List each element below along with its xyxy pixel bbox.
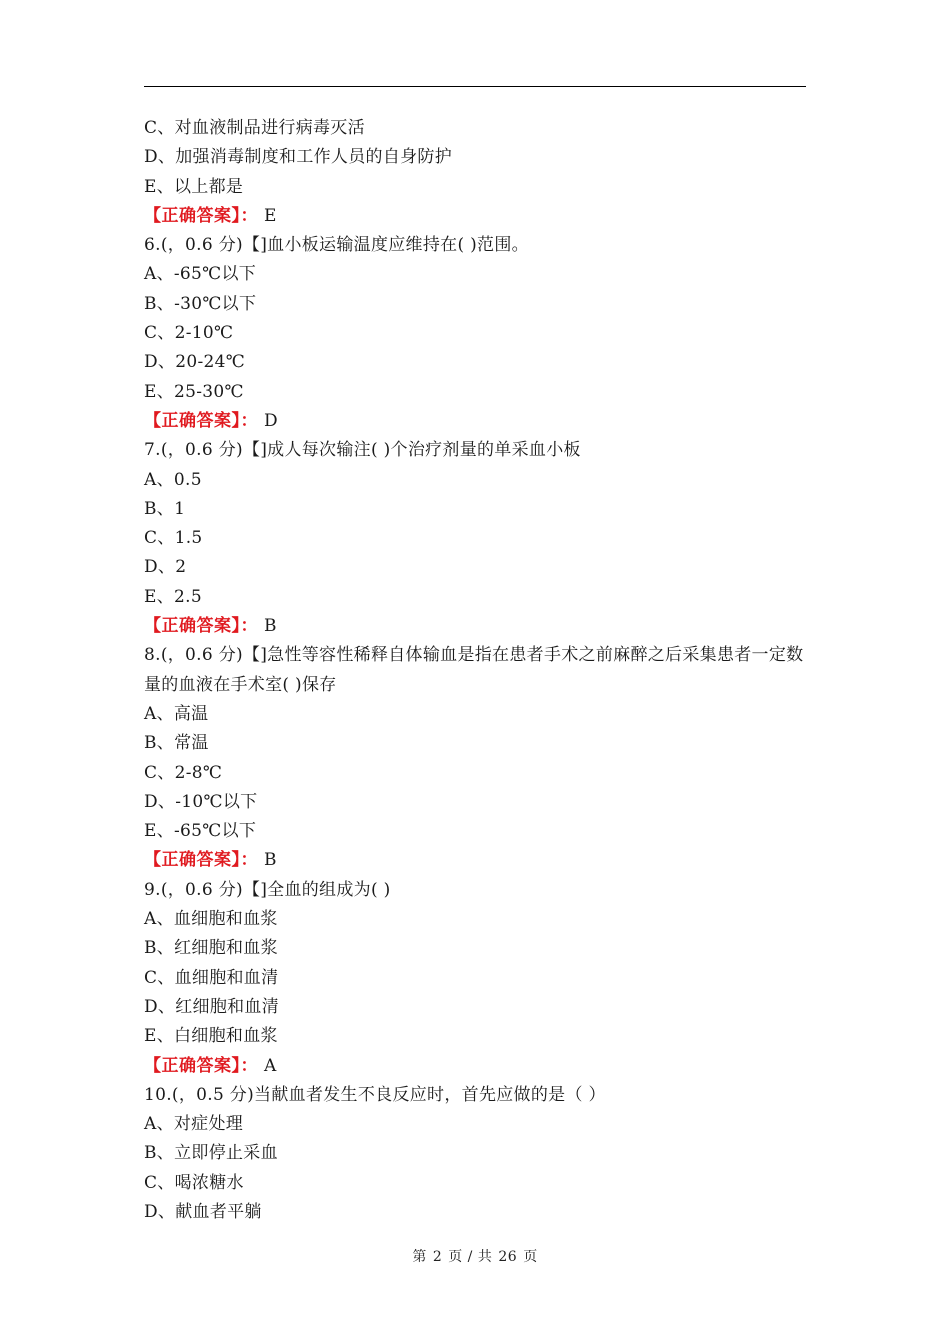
q9-option-b: B、红细胞和血浆 [144,938,278,959]
q9-option-d: D、红细胞和血清 [144,996,280,1017]
q6-stem: 6.(，0.6 分)【]血小板运输温度应维持在( )范围。 [144,235,529,256]
q7-option-d: D、2 [144,557,187,578]
answer-value: B [264,616,277,637]
q8-answer [144,846,806,875]
q9-option-c: C、血细胞和血清 [144,967,279,988]
q6-option-a: A、-65℃以下 [144,264,257,285]
footer-middle: 页 / 共 [448,1249,493,1265]
header-rule [144,86,806,87]
answer-value: B [264,850,277,871]
q7-answer [144,612,806,641]
q6-option-e: E、25-30℃ [144,381,244,402]
q8-option-c: C、2-8℃ [144,762,223,783]
q9-option-e: E、白细胞和血浆 [144,1026,278,1047]
q9-stem: 9.(，0.6 分)【]全血的组成为( ) [144,879,391,900]
q8-option-b: B、常温 [144,733,209,754]
answer-value: A [264,1055,277,1076]
footer-prefix: 第 [412,1249,427,1265]
q7-option-e: E、2.5 [144,586,202,607]
footer-suffix: 页 [523,1249,538,1265]
answer-value: E [264,205,277,226]
q6-answer [144,407,806,436]
q8-stem: 8.(，0.6 分)【]急性等容性稀释自体输血是指在患者手术之前麻醉之后采集患者一定数量的血液在手术室( )保存 [144,645,804,695]
q7-option-b: B、1 [144,498,186,519]
q5-option-d: D、加强消毒制度和工作人员的自身防护 [144,147,453,168]
q9-option-a: A、血细胞和血浆 [144,909,278,930]
q5-option-c: C、对血液制品进行病毒灭活 [144,118,365,138]
q10-option-c: C、喝浓糖水 [144,1172,244,1193]
q8-option-a: A、高温 [144,703,209,724]
answer-label: 【正确答案】： [144,616,258,637]
answer-label: 【正确答案】： [144,205,258,226]
q7-stem: 7.(，0.6 分)【]成人每次输注( )个治疗剂量的单采血小板 [144,440,581,461]
footer-total-pages: 26 [498,1249,518,1265]
q6-option-b: B、-30℃以下 [144,293,257,314]
page-footer [0,1246,950,1266]
q10-option-b: B、立即停止采血 [144,1143,278,1164]
answer-label: 【正确答案】： [144,850,258,871]
answer-label: 【正确答案】： [144,410,258,431]
q10-stem: 10.(，0.5 分)当献血者发生不良反应时，首先应做的是（ ） [144,1084,606,1105]
q5-answer [144,202,806,231]
q8-option-e: E、-65℃以下 [144,821,257,842]
q7-option-a: A、0.5 [144,469,202,490]
q6-option-d: D、20-24℃ [144,352,246,373]
q6-option-c: C、2-10℃ [144,323,234,344]
q7-option-c: C、1.5 [144,528,203,549]
q10-option-d: D、献血者平躺 [144,1201,262,1222]
footer-page-number: 2 [432,1249,443,1265]
q5-option-e: E、以上都是 [144,176,244,197]
q10-option-a: A、对症处理 [144,1114,244,1135]
answer-label: 【正确答案】： [144,1055,258,1076]
q8-option-d: D、-10℃以下 [144,791,258,812]
document-body [144,114,806,1227]
q9-answer [144,1052,806,1081]
answer-value: D [264,410,278,431]
